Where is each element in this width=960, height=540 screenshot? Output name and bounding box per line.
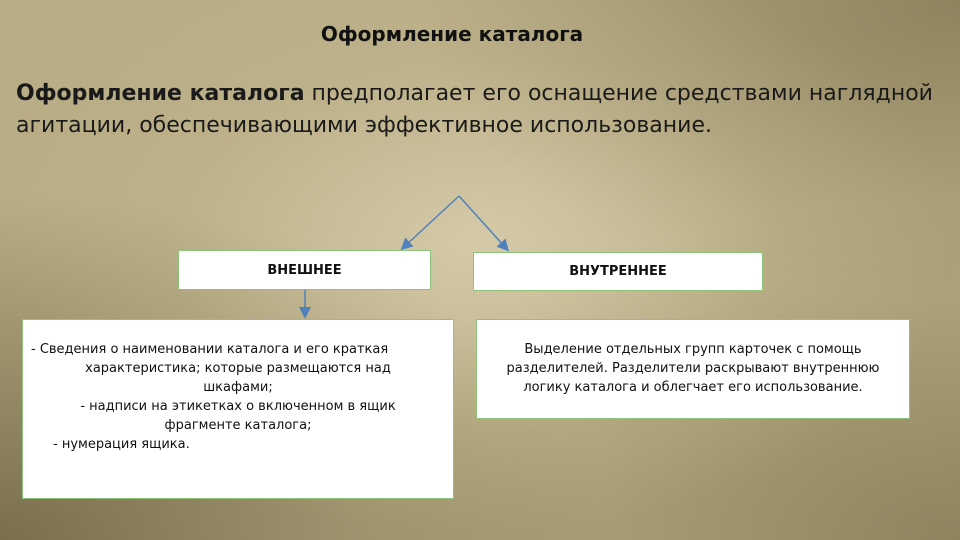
slide-title: Оформление каталога xyxy=(320,22,584,46)
internal-line: Выделение отдельных групп карточек с помощь xyxy=(524,342,862,357)
external-line: шкафами; xyxy=(203,380,273,395)
internal-details-box xyxy=(476,319,910,419)
external-header-label: ВНЕШНЕЕ xyxy=(267,262,342,278)
external-details-box xyxy=(22,319,454,499)
internal-line: разделителей. Разделители раскрывают внутреннюю xyxy=(506,361,880,376)
external-header-box xyxy=(178,250,431,290)
arrow-to-external xyxy=(405,196,459,246)
external-line: - Сведения о наименовании каталога и его краткая xyxy=(31,342,389,357)
external-line: - нумерация ящика. xyxy=(53,437,190,452)
external-line: фрагменте каталога; xyxy=(164,418,312,433)
arrow-to-internal xyxy=(459,196,505,247)
internal-header-box xyxy=(473,252,763,291)
intro-bold-term: Оформление каталога xyxy=(16,81,305,106)
intro-text: предполагает его оснащение средствами наглядной агитации, обеспечивающими эффективное использование. xyxy=(16,81,933,138)
internal-header-label: ВНУТРЕННЕЕ xyxy=(569,264,667,279)
external-line: - надписи на этикетках о включенном в ящик xyxy=(80,399,396,414)
external-line: характеристика; которые размещаются над xyxy=(85,361,391,376)
internal-line: логику каталога и облегчает его использование. xyxy=(523,380,863,395)
